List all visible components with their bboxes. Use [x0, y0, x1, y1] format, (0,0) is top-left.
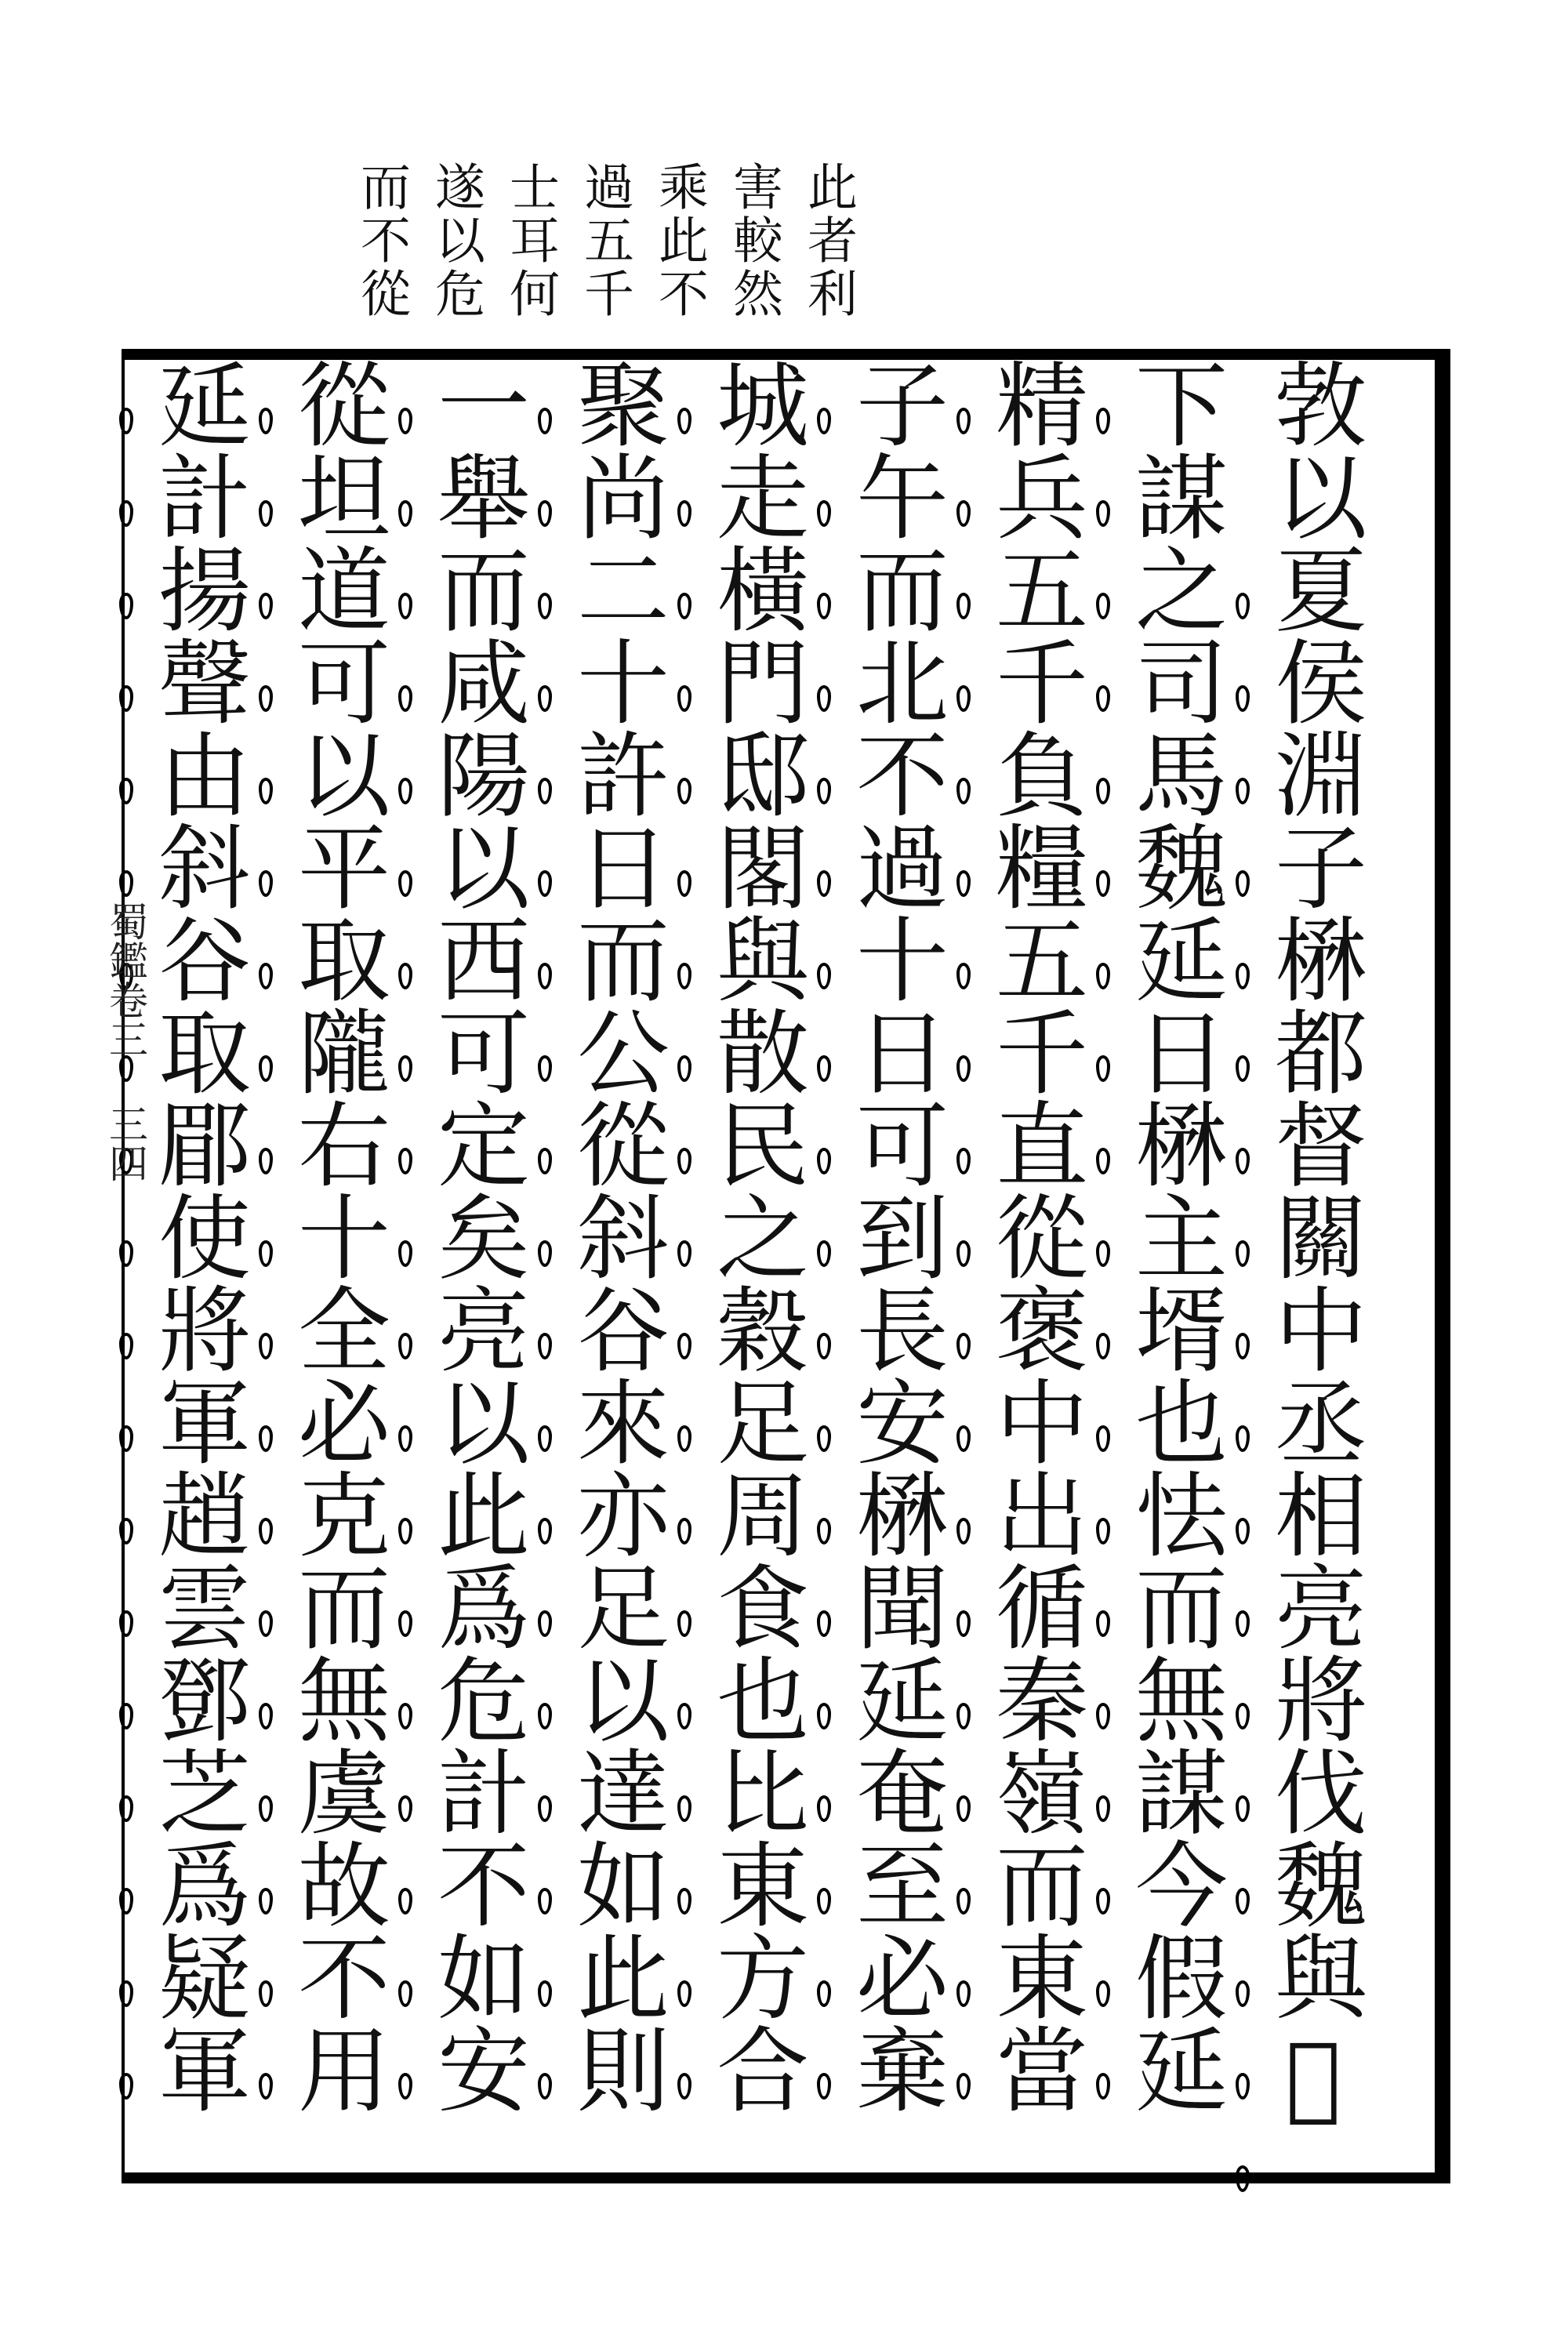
circle-mark — [956, 1148, 971, 1174]
circle-mark — [956, 963, 971, 989]
circle-mark — [1096, 1703, 1110, 1730]
circle-mark — [259, 1795, 273, 1822]
circle-mark — [119, 1333, 133, 1359]
circle-mark — [1236, 2073, 1250, 2100]
circle-mark — [259, 500, 273, 527]
circle-mark — [817, 870, 831, 897]
circle-mark — [538, 593, 552, 619]
circle-mark — [956, 593, 971, 619]
gutter-label: 蜀鑑卷三 三四 — [103, 902, 148, 1182]
circle-mark — [817, 963, 831, 989]
circle-mark — [956, 1240, 971, 1267]
circle-mark — [956, 778, 971, 804]
circle-mark — [119, 1518, 133, 1544]
punctuation-marks — [533, 376, 564, 2132]
commentary-column: 乘此不 — [650, 161, 708, 321]
text-column: 從坦道可以平取隴右十全必克而無虞故不用 — [282, 357, 390, 2114]
circle-mark — [1096, 593, 1110, 619]
circle-mark — [677, 1333, 691, 1359]
circle-mark — [119, 870, 133, 897]
circle-mark — [1096, 1980, 1110, 2007]
circle-mark — [677, 1888, 691, 1915]
circle-mark — [956, 870, 971, 897]
circle-mark — [259, 1240, 273, 1267]
text-column: 延計揚聲由斜谷取郿使將軍趙雲鄧芝爲疑軍 — [143, 357, 251, 2114]
circle-mark — [1236, 1888, 1250, 1915]
circle-mark — [119, 1425, 133, 1452]
circle-mark — [1236, 1055, 1250, 1082]
circle-mark — [398, 500, 412, 527]
circle-mark — [259, 1610, 273, 1637]
circle-mark — [956, 1703, 971, 1730]
text-column: 聚尚二十許日而公從斜谷來亦足以達如此則 — [561, 357, 670, 2114]
circle-mark — [817, 1518, 831, 1544]
circle-mark — [538, 1240, 552, 1267]
circle-mark — [259, 1518, 273, 1544]
circle-mark — [398, 1518, 412, 1544]
circle-mark — [1096, 1610, 1110, 1637]
circle-mark — [677, 1240, 691, 1267]
circle-mark — [398, 1610, 412, 1637]
circle-mark — [538, 1610, 552, 1637]
circle-mark — [1096, 963, 1110, 989]
circle-mark — [259, 778, 273, 804]
circle-mark — [538, 1148, 552, 1174]
circle-mark — [1236, 1425, 1250, 1452]
circle-mark — [677, 1980, 691, 2007]
circle-mark — [119, 1703, 133, 1730]
circle-mark — [119, 408, 133, 434]
circle-mark — [1236, 778, 1250, 804]
circle-mark — [538, 1980, 552, 2007]
circle-mark — [817, 1888, 831, 1915]
text-column: 精兵五千負糧五千直從褒中出循秦嶺而東當 — [980, 357, 1088, 2114]
circle-mark — [259, 963, 273, 989]
circle-mark — [956, 1055, 971, 1082]
text-column: 㪍以夏侯淵子楙都督關中丞相亮將伐魏與𦒿 — [1259, 357, 1367, 2130]
circle-mark — [817, 500, 831, 527]
circle-mark — [398, 2073, 412, 2100]
circle-mark — [677, 778, 691, 804]
circle-mark — [817, 408, 831, 434]
circle-mark — [956, 1610, 971, 1637]
circle-mark — [817, 1055, 831, 1082]
circle-mark — [956, 1333, 971, 1359]
text-column: 下謀之司馬魏延日楙主壻也怯而無謀今假延 — [1120, 357, 1228, 2114]
text-column: 城走橫門邸閣與散民之穀足周食也比東方合 — [701, 357, 809, 2114]
circle-mark — [1096, 1425, 1110, 1452]
circle-mark — [119, 685, 133, 712]
circle-mark — [956, 500, 971, 527]
circle-mark — [1096, 500, 1110, 527]
circle-mark — [398, 1795, 412, 1822]
circle-mark — [677, 1425, 691, 1452]
circle-mark — [956, 1980, 971, 2007]
circle-mark — [1096, 870, 1110, 897]
commentary-column: 害較然 — [724, 161, 782, 321]
circle-mark — [398, 1888, 412, 1915]
circle-mark — [1096, 1333, 1110, 1359]
circle-mark — [677, 1610, 691, 1637]
circle-mark — [119, 1980, 133, 2007]
circle-mark — [1096, 778, 1110, 804]
circle-mark — [677, 408, 691, 434]
circle-mark — [119, 593, 133, 619]
punctuation-marks — [114, 376, 146, 2132]
circle-mark — [259, 1333, 273, 1359]
circle-mark — [1236, 870, 1250, 897]
circle-mark — [398, 1240, 412, 1267]
circle-mark — [538, 1703, 552, 1730]
circle-mark — [398, 963, 412, 989]
punctuation-marks — [1091, 376, 1123, 2132]
circle-mark — [259, 870, 273, 897]
circle-mark — [677, 1795, 691, 1822]
commentary-column: 遂以危 — [426, 161, 485, 321]
circle-mark — [956, 1888, 971, 1915]
text-column: 一舉而咸陽以西可定矣亮以此爲危計不如安 — [422, 357, 530, 2114]
circle-mark — [1096, 1888, 1110, 1915]
circle-mark — [1236, 1518, 1250, 1544]
circle-mark — [817, 1425, 831, 1452]
circle-mark — [817, 1703, 831, 1730]
circle-mark — [956, 1425, 971, 1452]
circle-mark — [1236, 1703, 1250, 1730]
circle-mark — [259, 1980, 273, 2007]
commentary-column: 過五千 — [575, 161, 633, 321]
circle-mark — [956, 408, 971, 434]
circle-mark — [259, 1055, 273, 1082]
punctuation-marks — [952, 376, 983, 2132]
circle-mark — [1096, 1055, 1110, 1082]
circle-mark — [677, 1148, 691, 1174]
circle-mark — [1236, 1240, 1250, 1267]
circle-mark — [1096, 1795, 1110, 1822]
circle-mark — [538, 685, 552, 712]
circle-mark — [1096, 2073, 1110, 2100]
circle-mark — [817, 593, 831, 619]
circle-mark — [398, 685, 412, 712]
circle-mark — [817, 1795, 831, 1822]
circle-mark — [538, 1518, 552, 1544]
circle-mark — [1096, 408, 1110, 434]
circle-mark — [398, 870, 412, 897]
circle-mark — [538, 1055, 552, 1082]
circle-mark — [538, 1888, 552, 1915]
circle-mark — [119, 778, 133, 804]
circle-mark — [259, 2073, 273, 2100]
circle-mark — [1236, 1795, 1250, 1822]
punctuation-marks — [394, 376, 425, 2132]
commentary-column: 而不從 — [352, 161, 410, 321]
circle-mark — [398, 1055, 412, 1082]
circle-mark — [259, 593, 273, 619]
circle-mark — [259, 1888, 273, 1915]
circle-mark — [119, 1888, 133, 1915]
circle-mark — [398, 1148, 412, 1174]
circle-mark — [398, 408, 412, 434]
circle-mark — [1096, 1518, 1110, 1544]
circle-mark — [398, 1425, 412, 1452]
circle-mark — [1096, 1148, 1110, 1174]
circle-mark — [538, 500, 552, 527]
commentary-column: 此者利 — [799, 161, 857, 321]
circle-mark — [677, 500, 691, 527]
punctuation-marks — [254, 376, 285, 2132]
circle-mark — [817, 1980, 831, 2007]
circle-mark — [119, 1240, 133, 1267]
circle-mark — [398, 778, 412, 804]
circle-mark — [677, 1703, 691, 1730]
circle-mark — [1236, 1980, 1250, 2007]
circle-mark — [538, 1795, 552, 1822]
circle-mark — [817, 2073, 831, 2100]
circle-mark — [1236, 2165, 1250, 2192]
circle-mark — [677, 963, 691, 989]
circle-mark — [1096, 685, 1110, 712]
circle-mark — [677, 1055, 691, 1082]
circle-mark — [1096, 1240, 1110, 1267]
circle-mark — [538, 963, 552, 989]
circle-mark — [538, 1425, 552, 1452]
circle-mark — [817, 1333, 831, 1359]
circle-mark — [677, 1518, 691, 1544]
circle-mark — [538, 408, 552, 434]
punctuation-marks — [812, 376, 844, 2132]
circle-mark — [259, 1148, 273, 1174]
circle-mark — [677, 870, 691, 897]
circle-mark — [398, 593, 412, 619]
circle-mark — [677, 2073, 691, 2100]
circle-mark — [817, 685, 831, 712]
circle-mark — [817, 1148, 831, 1174]
circle-mark — [677, 593, 691, 619]
circle-mark — [1236, 1610, 1250, 1637]
circle-mark — [956, 685, 971, 712]
circle-mark — [1236, 1333, 1250, 1359]
circle-mark — [538, 2073, 552, 2100]
circle-mark — [1236, 685, 1250, 712]
circle-mark — [119, 2073, 133, 2100]
circle-mark — [956, 1795, 971, 1822]
circle-mark — [1236, 1148, 1250, 1174]
circle-mark — [259, 1425, 273, 1452]
circle-mark — [398, 1980, 412, 2007]
circle-mark — [817, 1610, 831, 1637]
circle-mark — [1236, 593, 1250, 619]
circle-mark — [538, 778, 552, 804]
circle-mark — [956, 1518, 971, 1544]
punctuation-marks — [1231, 376, 1262, 2132]
circle-mark — [119, 500, 133, 527]
circle-mark — [817, 1240, 831, 1267]
circle-mark — [1236, 963, 1250, 989]
circle-mark — [259, 1703, 273, 1730]
punctuation-marks — [673, 376, 704, 2132]
commentary-column: 士耳何 — [501, 161, 559, 321]
circle-mark — [677, 685, 691, 712]
circle-mark — [956, 2073, 971, 2100]
circle-mark — [538, 870, 552, 897]
circle-mark — [817, 778, 831, 804]
circle-mark — [398, 1333, 412, 1359]
circle-mark — [259, 408, 273, 434]
circle-mark — [538, 1333, 552, 1359]
circle-mark — [398, 1703, 412, 1730]
circle-mark — [259, 685, 273, 712]
circle-mark — [119, 1610, 133, 1637]
text-column: 子午而北不過十日可到長安楙聞延奄至必棄 — [840, 357, 949, 2114]
circle-mark — [119, 1795, 133, 1822]
